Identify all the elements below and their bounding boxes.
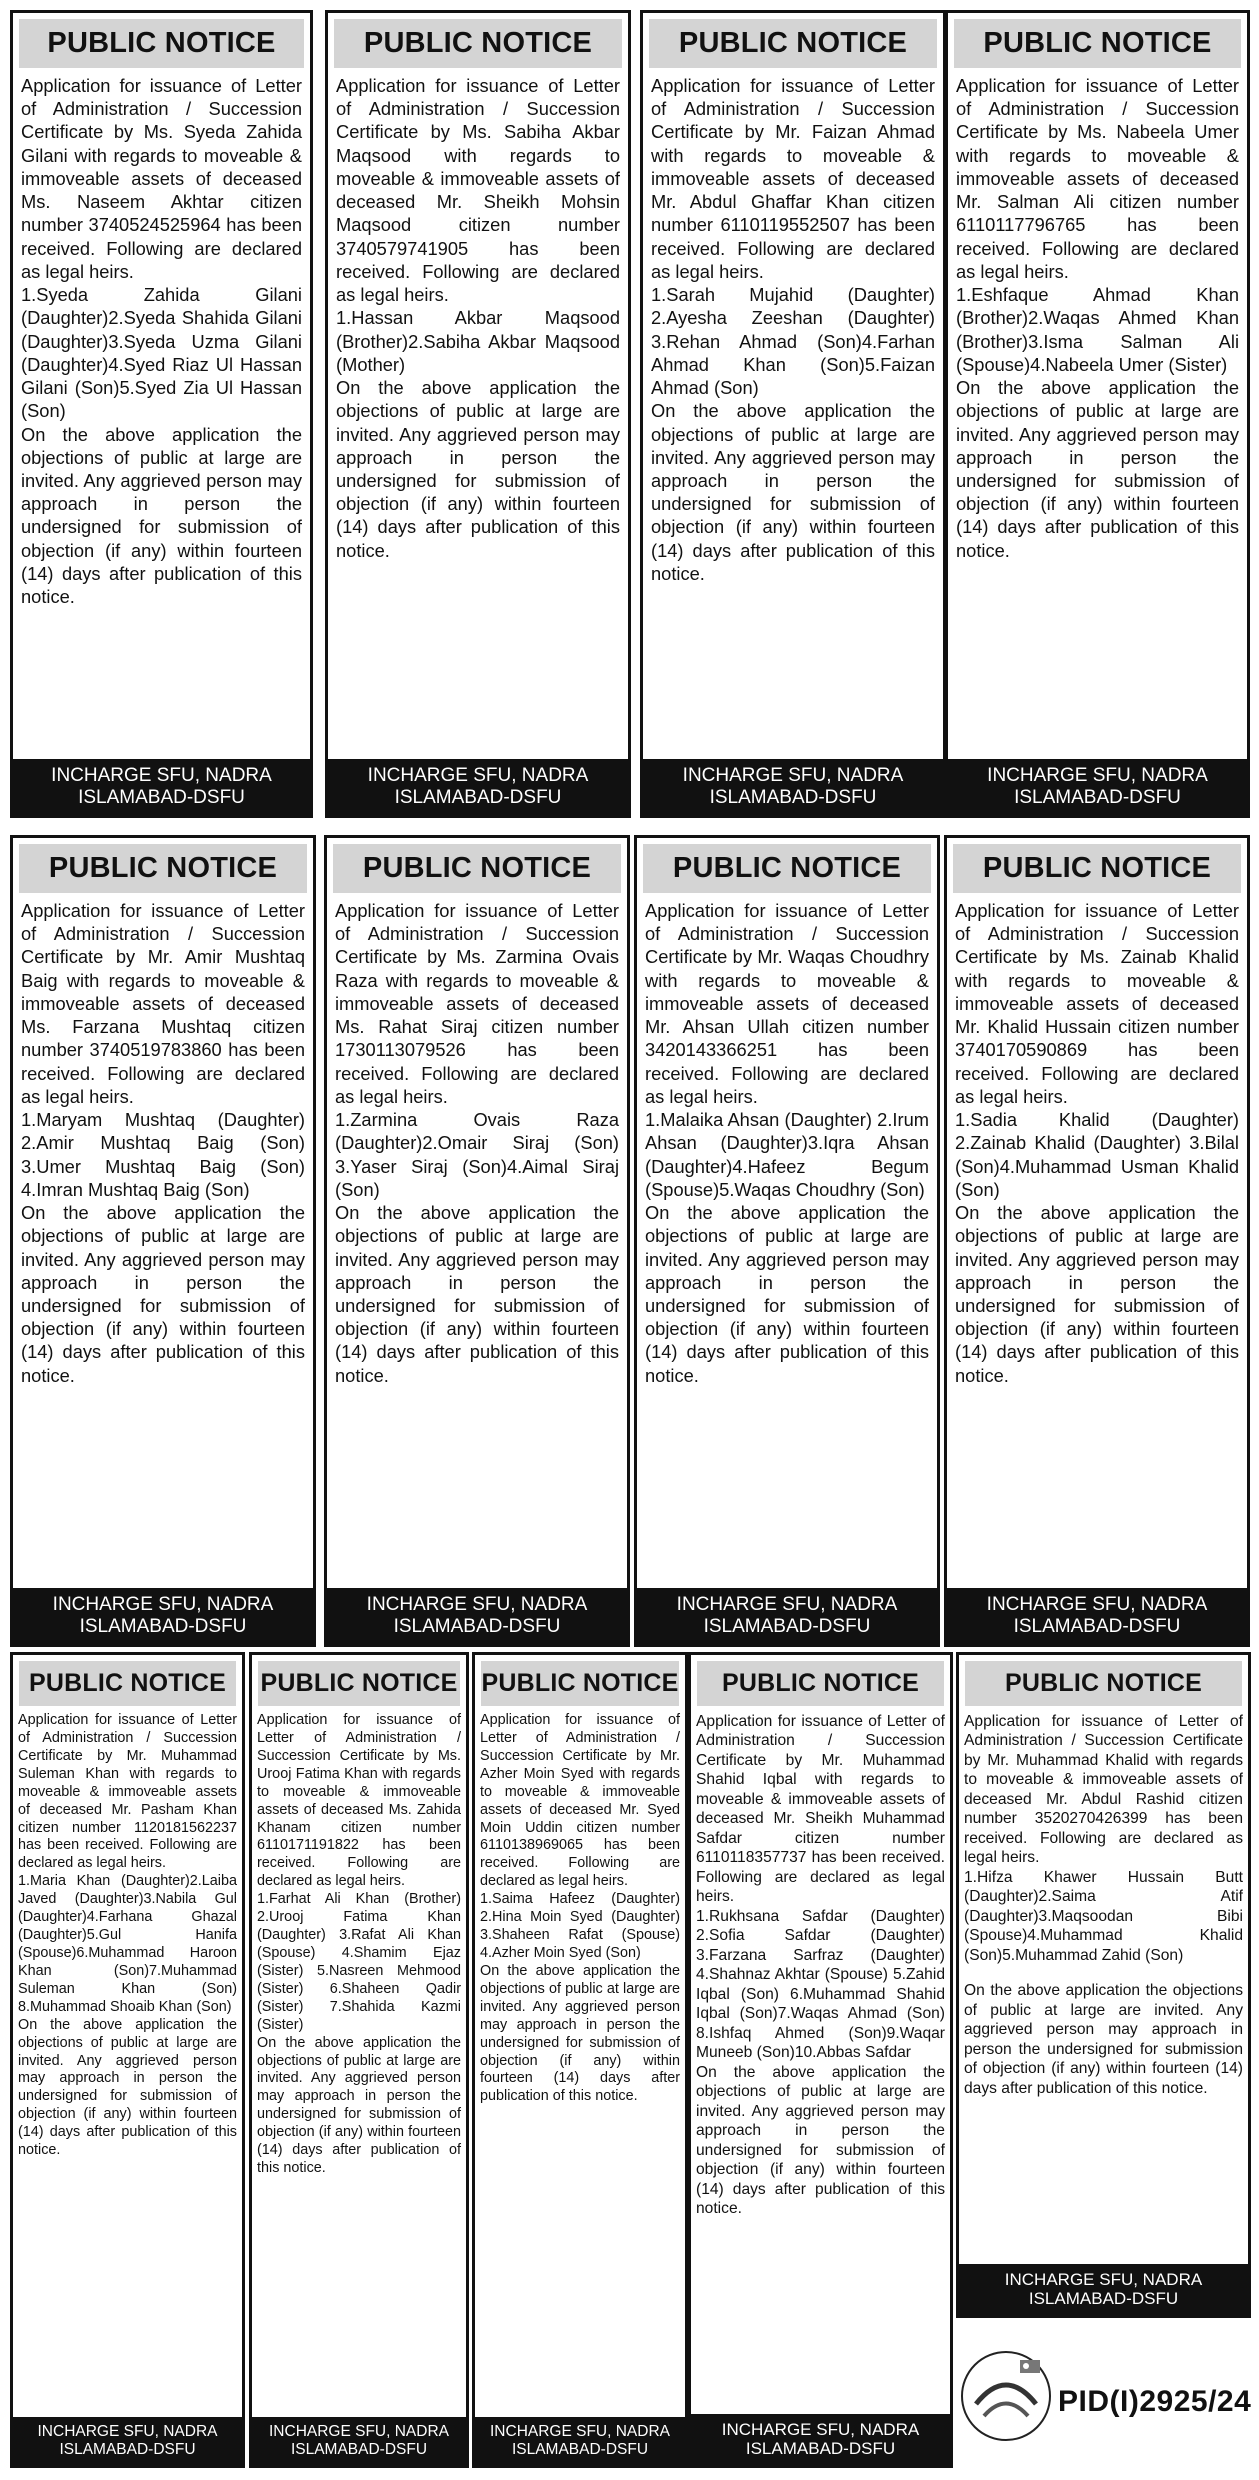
notice-heirs: 1.Sadia Khalid (Daughter) 2.Zainab Khalid (Daughter) 3.Bilal (Son)4.Muhammad Usman Khalid (Son) [955, 1109, 1239, 1200]
notice-heirs: 1.Hassan Akbar Maqsood (Brother)2.Sabiha Akbar Maqsood (Mother) [336, 307, 620, 375]
notice-body [13, 1710, 242, 2417]
notice-closing: On the above application the objections of public at large are invited. Any aggrieved person may approach in person the undersigned for submission of objection (if any) within fourteen (14) days after publication of this notice. [964, 1982, 1243, 2097]
notice-body [643, 72, 943, 759]
notice-closing: On the above application the objections of public at large are invited. Any aggrieved person may approach in person the undersigned for submission of objection (if any) within fourteen (14) days after publication of this notice. [955, 1202, 1239, 1386]
notice-application-text: Application for issuance of Letter of Administration / Succession Certificate by Ms. Nabeela Umer with regards to moveable & immoveable assets of deceased Mr. Salman Ali citizen number 6110117796765 has been received. Following are declared as legal heirs. [956, 75, 1239, 282]
notice-closing: On the above application the objections of public at large are invited. Any aggrieved person may approach in person the undersigned for submission of objection (if any) within fourteen (14) days after publication of this notice. [651, 400, 935, 584]
notice-closing: On the above application the objections of public at large are invited. Any aggrieved person may approach in person the undersigned for submission of objection (if any) within fourteen (14) days after publication of this notice. [336, 377, 620, 561]
notice-title: PUBLIC NOTICE [333, 844, 621, 893]
notice-heirs: 1.Zarmina Ovais Raza (Daughter)2.Omair Siraj (Son) 3.Yaser Siraj (Son)4.Aimal Siraj (Son) [335, 1109, 619, 1200]
public-notice-9 [10, 1652, 245, 2468]
notice-application-text: Application for issuance of Letter of Administration / Succession Certificate by Mr. Waqas Choudhry with regards to moveable & immoveable assets of deceased Mr. Ahsan Ullah citizen number 3420143366251 has been received. Following are declared as legal heirs. [645, 900, 929, 1107]
notice-closing: On the above application the objections of public at large are invited. Any aggrieved person may approach in person the undersigned for submission of objection (if any) within fourteen (14) days after publication of this notice. [645, 1202, 929, 1386]
public-notice-8 [944, 835, 1250, 1647]
public-notice-7 [634, 835, 940, 1647]
notice-heirs: 1.Sarah Mujahid (Daughter) 2.Ayesha Zeeshan (Daughter) 3.Rehan Ahmad (Son)4.Farhan Ahmad Khan (Son)5.Faizan Ahmad (Son) [651, 284, 935, 399]
notice-title: PUBLIC NOTICE [19, 1661, 236, 1706]
notice-title: PUBLIC NOTICE [334, 19, 622, 68]
public-notice-11 [472, 1652, 688, 2468]
notice-closing: On the above application the objections of public at large are invited. Any aggrieved person may approach in person the undersigned for submission of objection (if any) within fourteen (14) days after publication of this notice. [18, 2016, 237, 2159]
public-notice-12 [688, 1652, 953, 2468]
public-notice-5 [10, 835, 316, 1647]
notice-footer: INCHARGE SFU, NADRA ISLAMABAD-DSFU [643, 759, 943, 815]
notice-application-text: Application for issuance of Letter of Administration / Succession Certificate by Ms. Zarmina Ovais Raza with regards to moveable & immoveable assets of deceased Ms. Rahat Siraj citizen number 1730113079526 has been received. Following are declared as legal heirs. [335, 900, 619, 1107]
notice-title: PUBLIC NOTICE [953, 844, 1241, 893]
publication-id: PID(I)2925/24 [1058, 2385, 1252, 2418]
notice-footer: INCHARGE SFU, NADRA ISLAMABAD-DSFU [252, 2417, 466, 2465]
notice-title: PUBLIC NOTICE [697, 1661, 944, 1706]
notice-footer: INCHARGE SFU, NADRA ISLAMABAD-DSFU [637, 1588, 937, 1644]
notice-closing: On the above application the objections of public at large are invited. Any aggrieved person may approach in person the undersigned for submission of objection (if any) within fourteen (14) days after publication of this notice. [696, 2063, 945, 2218]
notice-heirs: 1.Syeda Zahida Gilani (Daughter)2.Syeda Shahida Gilani (Daughter)3.Syeda Uzma Gilani (Daughter)4.Syed Riaz Ul Hassan Gilani (Son)5.Syed Zia Ul Hassan (Son) [21, 284, 302, 422]
notice-body [13, 72, 310, 759]
notice-closing: On the above application the objections of public at large are invited. Any aggrieved person may approach in person the undersigned for submission of objection (if any) within fourteen (14) days after publication of this notice. [21, 1202, 305, 1386]
notice-footer: INCHARGE SFU, NADRA ISLAMABAD-DSFU [13, 2417, 242, 2465]
notice-body [475, 1710, 685, 2417]
notice-closing: On the above application the objections of public at large are invited. Any aggrieved person may approach in person the undersigned for submission of objection (if any) within fourteen (14) days after publication of this notice. [335, 1202, 619, 1386]
notice-body [327, 897, 627, 1588]
notice-body [691, 1710, 950, 2414]
notice-body [637, 897, 937, 1588]
notice-title: PUBLIC NOTICE [19, 844, 307, 893]
notice-closing: On the above application the objections of public at large are invited. Any aggrieved person may approach in person the undersigned for submission of objection (if any) within fourteen (14) days after publication of this notice. [21, 423, 302, 608]
notice-heirs: 1.Maria Khan (Daughter)2.Laiba Javed (Daughter)3.Nabila Gul (Daughter)4.Farhana Ghazal (Daughter)5.Gul Hanifa (Spouse)6.Muhammad Haroon Khan (Son)7.Muhammad Suleman Khan (Son) 8.Muhammad Shoaib Khan (Son) [18, 1873, 237, 2015]
notice-application-text: Application for issuance of Letter of Administration / Succession Certificate by Mr. Muhammad Khalid with regards to moveable & immoveable assets of deceased Mr. Abdul Rashid citizen number 3520270426399 has been received. Following are declared as legal heirs. [964, 1713, 1243, 1867]
notice-title: PUBLIC NOTICE [643, 844, 931, 893]
notice-application-text: Application for issuance of Letter of Administration / Succession Certificate by Mr. Muhammad Suleman Khan with regards to moveable & immoveable assets of deceased Mr. Pasham Khan citizen number 1120181562237 has been received. Following are declared as legal heirs. [18, 1712, 237, 1872]
notice-closing: On the above application the objections of public at large are invited. Any aggrieved person may approach in person the undersigned for submission of objection (if any) within fourteen (14) days after publication of this notice. [257, 2034, 461, 2177]
notice-application-text: Application for issuance of Letter of Administration / Succession Certificate by Ms. Sabiha Akbar Maqsood with regards to moveable & immoveable assets of deceased Mr. Sheikh Mohsin Maqsood citizen number 3740579741905 has been received. Following are declared as legal heirs. [336, 75, 620, 306]
notice-heirs: 1.Maryam Mushtaq (Daughter) 2.Amir Mushtaq Baig (Son) 3.Umer Mushtaq Baig (Son) 4.Imran Mushtaq Baig (Son) [21, 1109, 305, 1200]
notice-application-text: Application for issuance of Letter of Administration / Succession Certificate by Ms. Urooj Fatima Khan with regards to moveable & immoveable assets of deceased Ms. Zahida Khanam citizen number 6110171191822 has been received. Following are declared as legal heirs. [257, 1712, 461, 1890]
public-notice-10 [249, 1652, 469, 2468]
notice-title: PUBLIC NOTICE [954, 19, 1241, 68]
notice-heirs: 1.Eshfaque Ahmad Khan (Brother)2.Waqas Ahmed Khan (Brother)3.Isma Salman Ali (Spouse)4.Nabeela Umer (Sister) [956, 284, 1239, 375]
publication-id-area [956, 2330, 1252, 2470]
public-notice-13 [956, 1652, 1251, 2318]
campaign-seal-logo [956, 2346, 1056, 2446]
notice-heirs: 1.Rukhsana Safdar (Daughter) 2.Sofia Safdar (Daughter) 3.Farzana Sarfraz (Daughter) 4.Shahnaz Akhtar (Spouse) 5.Zahid Iqbal (Son) 6.Muhammad Shahid Iqbal (Son)7.Waqas Ahmad (Son) 8.Ishfaq Ahmed (Son)9.Waqar Muneeb (Son)10.Abbas Safdar [696, 1907, 945, 2062]
notice-application-text: Application for issuance of Letter of Administration / Succession Certificate by Mr. Amir Mushtaq Baig with regards to moveable & immoveable assets of deceased Ms. Farzana Mushtaq citizen number 3740519783860 has been received. Following are declared as legal heirs. [21, 900, 305, 1107]
notice-body [959, 1710, 1248, 2264]
notice-footer: INCHARGE SFU, NADRA ISLAMABAD-DSFU [327, 1588, 627, 1644]
notice-application-text: Application for issuance of Letter of Administration / Succession Certificate by Ms. Zainab Khalid with regards to moveable & immoveable assets of deceased Mr. Khalid Hussain citizen number 3740170590869 has been received. Following are declared as legal heirs. [955, 900, 1239, 1107]
public-notice-1 [10, 10, 313, 818]
notice-footer: INCHARGE SFU, NADRA ISLAMABAD-DSFU [691, 2414, 950, 2465]
notice-title: PUBLIC NOTICE [965, 1661, 1242, 1706]
notice-body [13, 897, 313, 1588]
notice-heirs: 1.Farhat Ali Khan (Brother) 2.Urooj Fatima Khan (Daughter) 3.Rafat Ali Khan (Spouse) 4.Shamim Ejaz (Sister) 5.Nasreen Mehmood (Sister) 6.Shaheen Qadir (Sister) 7.Shahida Kazmi (Sister) [257, 1891, 461, 2033]
notice-footer: INCHARGE SFU, NADRA ISLAMABAD-DSFU [328, 759, 628, 815]
notice-footer: INCHARGE SFU, NADRA ISLAMABAD-DSFU [947, 1588, 1247, 1644]
notice-footer: INCHARGE SFU, NADRA ISLAMABAD-DSFU [13, 1588, 313, 1644]
notice-application-text: Application for issuance of Letter of Administration / Succession Certificate by Mr. Faizan Ahmad with regards to moveable & immoveable assets of deceased Mr. Abdul Ghaffar Khan citizen number 6110119552507 has been received. Following are declared as legal heirs. [651, 75, 935, 282]
notice-footer: INCHARGE SFU, NADRA ISLAMABAD-DSFU [959, 2264, 1248, 2315]
notice-closing: On the above application the objections of public at large are invited. Any aggrieved person may approach in person the undersigned for submission of objection (if any) within fourteen (14) days after publication of this notice. [956, 377, 1239, 561]
notice-heirs: 1.Saima Hafeez (Daughter) 2.Hina Moin Syed (Daughter) 3.Shaheen Rafat (Spouse) 4.Azher Moin Syed (Son) [480, 1891, 680, 1961]
notice-footer: INCHARGE SFU, NADRA ISLAMABAD-DSFU [948, 759, 1247, 815]
notice-footer: INCHARGE SFU, NADRA ISLAMABAD-DSFU [13, 759, 310, 815]
notice-application-text: Application for issuance of Letter of Administration / Succession Certificate by Ms. Syeda Zahida Gilani with regards to moveable & immoveable assets of deceased Ms. Naseem Akhtar citizen number 3740524525964 has been received. Following are declared as legal heirs. [21, 75, 302, 282]
public-notice-2 [325, 10, 631, 818]
notice-title: PUBLIC NOTICE [258, 1661, 460, 1706]
public-notice-6 [324, 835, 630, 1647]
notice-body [328, 72, 628, 759]
notice-closing: On the above application the objections of public at large are invited. Any aggrieved person may approach in person the undersigned for submission of objection (if any) within fourteen (14) days after publication of this notice. [480, 1962, 680, 2105]
notice-heirs: 1.Malaika Ahsan (Daughter) 2.Irum Ahsan (Daughter)3.Iqra Ahsan (Daughter)4.Hafeez Begum (Spouse)5.Waqas Choudhry (Son) [645, 1109, 929, 1200]
notice-title: PUBLIC NOTICE [19, 19, 304, 68]
notice-footer: INCHARGE SFU, NADRA ISLAMABAD-DSFU [475, 2417, 685, 2465]
notice-body [948, 72, 1247, 759]
public-notice-4 [945, 10, 1250, 818]
notice-application-text: Application for issuance of Letter of Administration / Succession Certificate by Mr. Muhammad Shahid Iqbal with regards to moveable & immoveable assets of deceased Mr. Sheikh Muhammad Safdar citizen number 6110118357737 has been received. Following are declared as legal heirs. [696, 1713, 945, 1906]
public-notice-3 [640, 10, 946, 818]
notice-title: PUBLIC NOTICE [481, 1661, 679, 1706]
notice-body [947, 897, 1247, 1588]
notice-application-text: Application for issuance of Letter of Administration / Succession Certificate by Mr. Azher Moin Syed with regards to moveable & immoveable assets of deceased Mr. Syed Moin Uddin citizen number 6110138969065 has been received. Following are declared as legal heirs. [480, 1712, 680, 1890]
notice-body [252, 1710, 466, 2417]
notice-title: PUBLIC NOTICE [649, 19, 937, 68]
notice-heirs: 1.Hifza Khawer Hussain Butt (Daughter)2.Saima Atif (Daughter)3.Maqsoodan Bibi (Spouse)4.Muhammad Khalid (Son)5.Muhammad Zahid (Son) [964, 1868, 1243, 1964]
